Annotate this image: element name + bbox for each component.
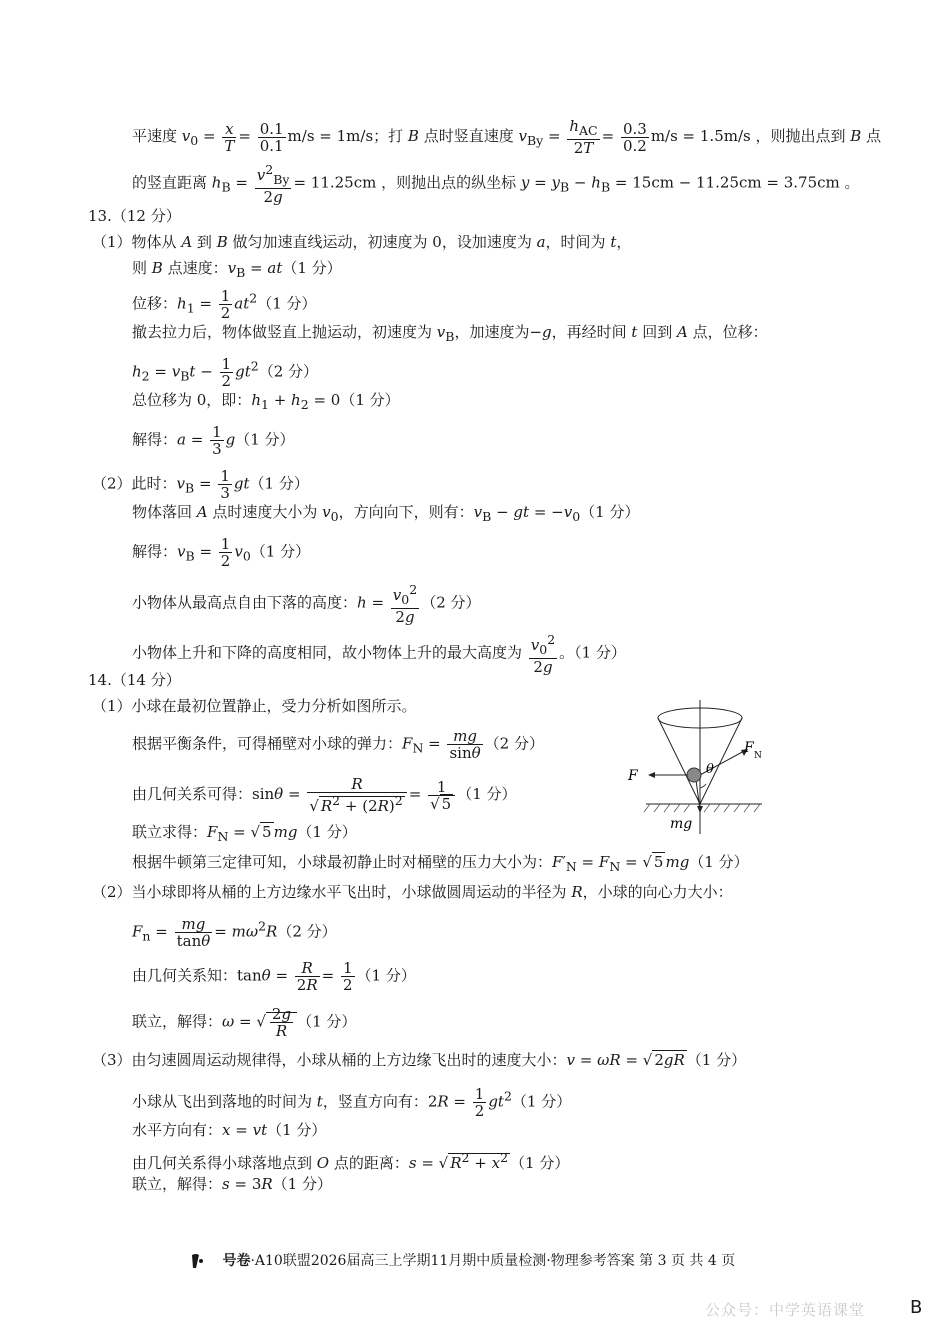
text-line: 解得：$v_B$ = $\frac{1}{2}$ $v_0(1$ 分） [132,535,311,570]
ball [687,768,701,782]
text-line: 水平方向有：x = vt（1 分） [132,1121,327,1139]
corner-mark: B [910,1297,923,1318]
bucket-wall-right [700,718,742,804]
text-line: 总位移为 0，即：$h_1 + h_2 = 0(1$ 分） [132,391,400,412]
text-line: （1）物体从 A 到 B 做匀加速直线运动，初速度为 0，设加速度为 a，时间为 t， [92,233,632,251]
theta-arc [700,784,706,788]
text-line: 物体落回 A 点时速度大小为 $v_0$，方向向下，则有：$v_B$ − gt = $-v_0(1$ 分） [132,503,640,524]
label-mg: mg [670,816,693,832]
text-line: 由几何关系得小球落地点到 O 点的距离：s = √ $R^2 + x^2$ （1 分） [132,1150,570,1172]
text-line: 联立求得：$F_N$ = √ 5 mg（1 分） [132,823,357,844]
label-F: F [628,768,638,784]
text-line: 平速度 $v_0$ = $\frac{x}{T}$ = $\frac{0.1}{0.1}$ m/s = 1m/s；打 B 点时竖直速度 $v_{By}$ = $\frac{h_{AC}}{2T}$ = $\frac{0.3}{0.2}$ m/s = 1.5m/s ，则抛出点到 B 点 [132,117,882,157]
text-line: 由几何关系知：tanθ = $\frac{R}{2R}$ = $\frac{1}{2}$ （1 分） [132,959,416,994]
watermark: 公众号：中学英语课堂 [705,1301,866,1319]
label-FN: F [744,740,754,756]
force-diagram [628,700,780,840]
text-line: 联立，解得：ω = √ $\frac{2g}{R}$ （1 分） [132,1005,357,1040]
text-line: （2）此时：$v_B$ = $\frac{1}{3}$ gt（1 分） [92,467,309,502]
text-line: 的竖直距离 $h_B$ = $\frac{v^2_{By}}{2g}$ = 11.25cm ，则抛出点的纵坐标 $y = y_B - h_B = 15cm - 11.25cm = 3.75cm$ 。 [132,162,860,206]
brand-name: 号卷 [222,1253,251,1269]
text-line: 小物体从最高点自由下落的高度：h = $\frac{v_0^2}{2g}$ （2 分） [132,582,481,626]
text-line: $F_n$ = $\frac{mg}{\tan\theta}$ = $m\omega^2R(2$ 分） [132,915,337,950]
text-line: 撤去拉力后，物体做竖直上抛运动，初速度为 $v_B$，加速度为−g，再经时间 t 回到 A 点，位移： [132,323,768,344]
text-line: 位移：$h_1$ = $\frac{1}{2}$ $at^2(1$ 分） [132,287,317,322]
text-line: （1）小球在最初位置静止，受力分析如图所示。 [92,697,417,715]
label-FN-sub: N [754,751,762,761]
arrowhead [697,806,703,813]
text-line: 根据平衡条件，可得桶壁对小球的弹力：$F_N$ = $\frac{mg}{\sin\theta}$ （2 分） [132,727,544,762]
text-line: 根据牛顿第三定律可知，小球最初静止时对桶壁的压力大小为：$F'_N = F_N$ = √ 5 mg（1 分） [132,853,749,874]
force-mg-arrow [696,780,700,810]
text-line: 小物体上升和下降的高度相同，故小物体上升的最大高度为 $\frac{v_0^2}{2g}$ 。（1 分） [132,632,626,676]
text-line: $h_2 = v_Bt$ − $\frac{1}{2}$ $gt^2(2$ 分） [132,355,318,390]
text-line: 则 B 点速度：$v_B = at(1$ 分） [132,259,342,280]
arrowhead [648,772,655,778]
text-line: （3）由匀速圆周运动规律得，小球从桶的上方边缘飞出时的速度大小：v = ωR = √ 2gR （1 分） [92,1051,747,1069]
text-line: （2）当小球即将从桶的上方边缘水平飞出时，小球做圆周运动的半径为 R，小球的向心力大小： [92,883,733,901]
bucket-wall-left [658,718,700,804]
question-heading: 13.（12 分） [88,207,181,225]
label-theta: θ [706,762,714,777]
text-line: 联立，解得：s = 3R（1 分） [132,1175,332,1193]
brand-logo-icon [190,1253,218,1269]
text-line: 由几何关系可得：sinθ = $\frac{R}{√ R^2 + (2R)^2}$ = $\frac{1}{√ 5}$ （1 分） [132,775,517,815]
question-heading: 14.（14 分） [88,671,181,689]
footer-text: ·A10联盟2026届高三上学期11月期中质量检测·物理参考答案 第 3 页 共 4 页 [250,1253,736,1269]
text-line: 小球从飞出到落地的时间为 t，竖直方向有：2R = $\frac{1}{2}$ $gt^2(1$ 分） [132,1085,572,1120]
text-line: 解得：a = $\frac{1}{3}$ g（1 分） [132,423,295,458]
page-footer [190,1250,735,1270]
